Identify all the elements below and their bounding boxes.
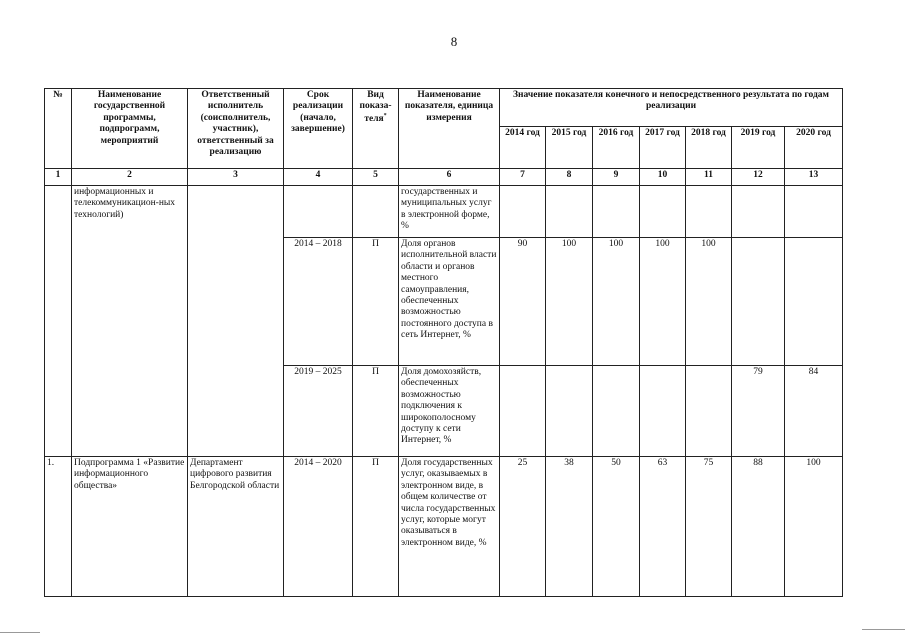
column-number-row (45, 169, 843, 186)
value-cell (593, 186, 640, 238)
row-number-cell: 1. (45, 457, 72, 597)
indicator-cell: государственных и муниципальных услуг в электронной форме, % (399, 186, 500, 238)
column-number: 1 (45, 169, 72, 186)
header-period: Срок реализации (начало, завершение) (284, 89, 353, 169)
header-year: 2018 год (686, 127, 732, 169)
value-cell: 79 (732, 366, 785, 457)
table-row (45, 457, 843, 597)
header-year: 2020 год (785, 127, 843, 169)
header-values-group: Значение показателя конечного и непосредственного результата по годам реализации (500, 89, 843, 127)
value-cell: 100 (686, 238, 732, 366)
column-number: 9 (593, 169, 640, 186)
value-cell (732, 186, 785, 238)
value-cell (546, 366, 593, 457)
value-cell: 38 (546, 457, 593, 597)
column-number: 5 (353, 169, 399, 186)
row-number-cell (45, 186, 72, 457)
value-cell: 75 (686, 457, 732, 597)
column-number: 8 (546, 169, 593, 186)
indicator-cell: Доля государственных услуг, оказываемых в электронном виде, в общем количестве от числа государственных услуг, которые могут оказываться в электронном виде, % (399, 457, 500, 597)
period-cell: 2014 – 2020 (284, 457, 353, 597)
value-cell (785, 186, 843, 238)
column-number: 11 (686, 169, 732, 186)
column-number: 4 (284, 169, 353, 186)
program-name-cell: информационных и телекоммуникацион-ных технологий) (72, 186, 188, 457)
value-cell (686, 186, 732, 238)
value-cell: 63 (640, 457, 686, 597)
value-cell: 100 (640, 238, 686, 366)
value-cell (640, 186, 686, 238)
period-cell: 2019 – 2025 (284, 366, 353, 457)
header-year: 2017 год (640, 127, 686, 169)
value-cell: 88 (732, 457, 785, 597)
program-name-cell: Подпрограмма 1 «Развитие информационного общества» (72, 457, 188, 597)
value-cell (546, 186, 593, 238)
value-cell (785, 238, 843, 366)
edge-mark-left (0, 632, 40, 633)
column-number: 6 (399, 169, 500, 186)
value-cell: 25 (500, 457, 546, 597)
executor-cell (188, 186, 284, 457)
header-year: 2014 год (500, 127, 546, 169)
edge-mark-right (862, 629, 905, 630)
value-cell: 50 (593, 457, 640, 597)
value-cell (593, 366, 640, 457)
value-cell: 100 (785, 457, 843, 597)
column-number: 12 (732, 169, 785, 186)
header-indicator-name: Наименование показателя, единица измерения (399, 89, 500, 169)
type-cell: П (353, 366, 399, 457)
header-row (45, 89, 843, 127)
page-number: 8 (450, 34, 458, 49)
header-year: 2019 год (732, 127, 785, 169)
type-cell (353, 186, 399, 238)
period-cell: 2014 – 2018 (284, 238, 353, 366)
value-cell (500, 366, 546, 457)
header-number: № (45, 89, 72, 169)
header-indicator-type (353, 89, 399, 169)
value-cell: 100 (593, 238, 640, 366)
header-program-name: Наименование государственной программы, подпрограмм, мероприятий (72, 89, 188, 169)
type-cell: П (353, 238, 399, 366)
column-number: 10 (640, 169, 686, 186)
value-cell (640, 366, 686, 457)
value-cell (732, 238, 785, 366)
header-indicator-type-text: Вид показа-теля (359, 90, 392, 124)
indicator-cell: Доля домохозяйств, обеспеченных возможностью подключения к широкополосному доступу к сети Интернет, % (399, 366, 500, 457)
value-cell (500, 186, 546, 238)
value-cell: 84 (785, 366, 843, 457)
period-cell (284, 186, 353, 238)
column-number: 2 (72, 169, 188, 186)
type-cell: П (353, 457, 399, 597)
table-row (45, 186, 843, 238)
value-cell (686, 366, 732, 457)
header-year: 2015 год (546, 127, 593, 169)
header-indicator-type-footnote: * (383, 112, 387, 119)
executor-cell: Департамент цифрового развития Белгородской области (188, 457, 284, 597)
column-number: 13 (785, 169, 843, 186)
header-year: 2016 год (593, 127, 640, 169)
value-cell: 90 (500, 238, 546, 366)
indicator-table (44, 88, 843, 597)
column-number: 7 (500, 169, 546, 186)
header-executor: Ответственный исполнитель (соисполнитель, участник), ответственный за реализацию (188, 89, 284, 169)
indicator-cell: Доля органов исполнительной власти области и органов местного самоуправления, обеспеченных возможностью постоянного доступа в сеть Интернет, % (399, 238, 500, 366)
column-number: 3 (188, 169, 284, 186)
value-cell: 100 (546, 238, 593, 366)
